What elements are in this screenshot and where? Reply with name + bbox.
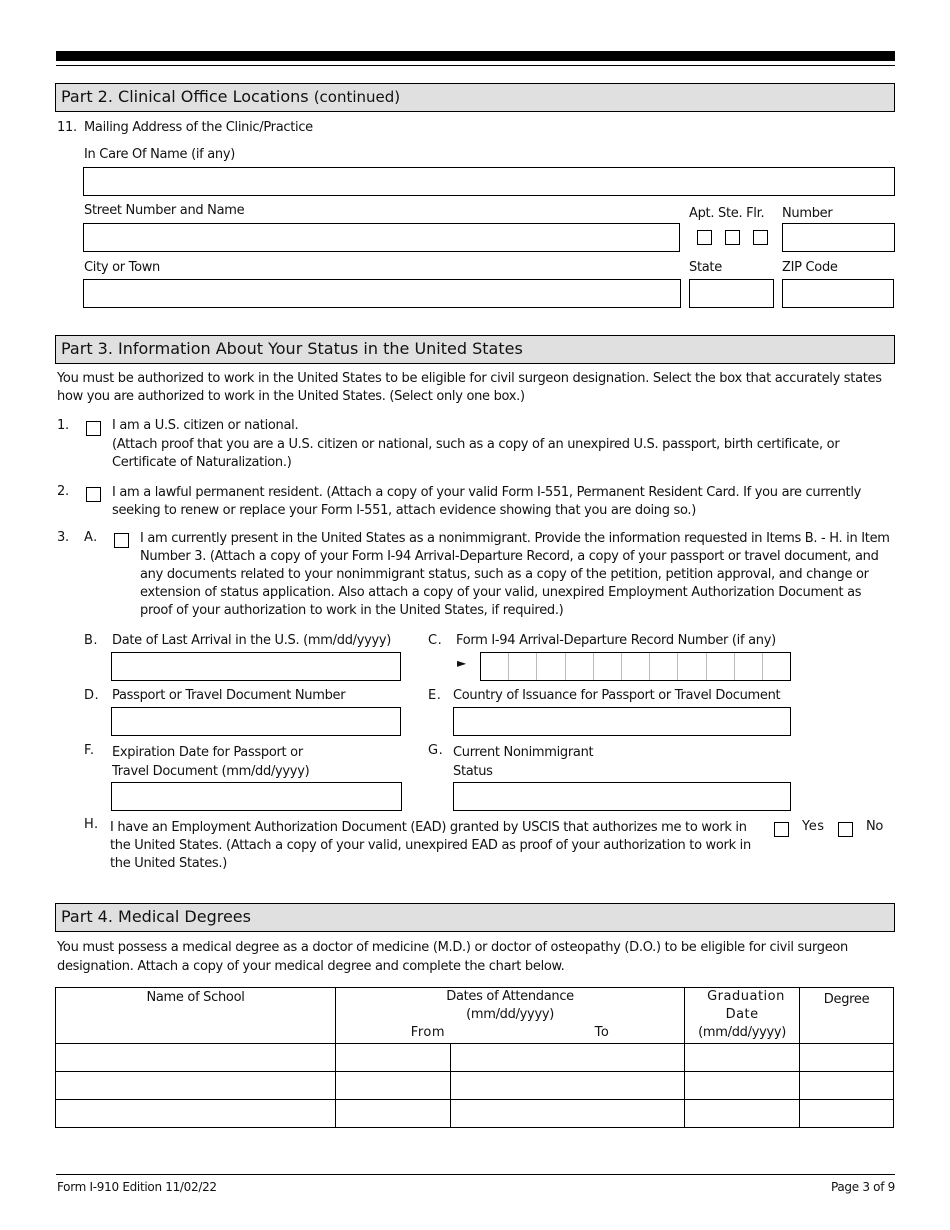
top-rule [56,51,895,61]
col-degree-text: Degree [823,992,870,1007]
from-cell[interactable] [336,1072,451,1100]
col-from-to [336,1024,684,1042]
number-label: Number [782,206,833,221]
i94-number-input[interactable] [480,652,791,681]
item-11-number: 11. [57,120,77,135]
part2-suffix: (continued) [313,88,401,106]
item1-number: 1. [57,418,69,433]
item-f-letter: F. [84,743,95,758]
item-h-letter: H. [84,817,99,832]
ead-yes-label: Yes [802,819,825,834]
number-input[interactable] [782,223,895,252]
table-row [56,1044,894,1072]
item-c-letter: C. [428,633,443,648]
passport-expiration-input[interactable] [111,782,402,811]
part2-title: Part 2. Clinical Office Locations [61,87,309,106]
col-school-text: Name of School [146,990,245,1005]
item-d-label: Passport or Travel Document Number [112,688,346,703]
part3-intro: You must be authorized to work in the United States to be eligible for civil surgeon designation. Select the box that accurately states how you are authorized to work in the United States. (Select only one box.) [57,371,882,404]
from-cell[interactable] [336,1044,451,1072]
nonimmigrant-checkbox[interactable] [114,533,129,548]
col-grad-header [685,988,800,1044]
ead-no-checkbox[interactable] [838,822,853,837]
col-dates-format: (mm/dd/yyyy) [466,1007,555,1022]
footer-rule [56,1174,895,1175]
part3-title: Part 3. Information About Your Status in the United States [61,339,523,358]
footer-page-number: Page 3 of 9 [830,1180,895,1194]
item1-label: I am a U.S. citizen or national. [112,418,299,433]
table-row [56,1100,894,1128]
us-citizen-checkbox[interactable] [86,421,101,436]
to-cell[interactable] [451,1072,685,1100]
top-thin-rule [56,65,895,66]
grad-cell[interactable] [685,1072,800,1100]
item3-number: 3. [57,530,69,545]
part4-title: Part 4. Medical Degrees [61,907,251,926]
item2-label: I am a lawful permanent resident. (Attach a copy of your valid Form I-551, Permanent Resident Card. If you are currently seeking to renew or replace your Form I-551, attach evidence showing that you are doing so.) [112,485,862,518]
state-input[interactable] [689,279,774,308]
to-cell[interactable] [451,1044,685,1072]
zip-label: ZIP Code [782,260,838,275]
item-e-letter: E. [428,688,442,703]
part4-intro: You must possess a medical degree as a doctor of medicine (M.D.) or doctor of osteopathy (D.O.) to be eligible for civil surgeon designation. Attach a copy of your medical degree and complete the chart below. [57,940,848,974]
item3-letter: A. [84,530,98,545]
item-g-letter: G. [428,743,444,758]
city-label: City or Town [84,260,160,275]
school-cell[interactable] [56,1044,336,1072]
apt-ste-flr-label: Apt. Ste. Flr. [689,206,765,221]
col-dates-header [336,988,685,1044]
ste-checkbox[interactable] [725,230,740,245]
part3-header [55,335,895,364]
col-dates-text: Dates of Attendance [446,989,574,1004]
arrival-date-input[interactable] [111,652,401,681]
col-to-text: To [594,1025,610,1040]
col-school-header [56,988,336,1044]
permanent-resident-checkbox[interactable] [86,487,101,502]
item2-number: 2. [57,484,69,499]
from-cell[interactable] [336,1100,451,1128]
state-label: State [689,260,722,275]
item-h-label: I have an Employment Authorization Document (EAD) granted by USCIS that authorizes me to work in the United States. (Attach a copy of your valid, unexpired EAD as proof of your authorization to work in the United States.) [110,820,751,871]
to-cell[interactable] [451,1100,685,1128]
in-care-of-input[interactable] [83,167,895,196]
school-cell[interactable] [56,1100,336,1128]
degree-cell[interactable] [800,1072,894,1100]
flr-checkbox[interactable] [753,230,768,245]
school-cell[interactable] [56,1072,336,1100]
item3-label: I am currently present in the United States as a nonimmigrant. Provide the information requested in Items B. - H. in Item Number 3. (Attach a copy of your Form I-94 Arrival-Departure Record, a copy of your passport or travel document, and any documents related to your nonimmigrant status, such as a copy of the petition, petition approval, and change or extension of status application. Also attach a copy of your valid, unexpired Employment Authorization Document as proof of your authorization to work in the United States, if required.) [140,531,890,618]
part4-header [55,903,895,932]
grad-cell[interactable] [685,1100,800,1128]
arrow-right-icon: ► [457,656,466,670]
item-11-label: Mailing Address of the Clinic/Practice [84,120,313,135]
item-d-letter: D. [84,688,100,703]
street-label: Street Number and Name [84,203,245,218]
footer-form-edition: Form I-910 Edition 11/02/22 [57,1180,217,1194]
col-degree-header [800,988,894,1044]
medical-degrees-table [55,987,894,1128]
degree-cell[interactable] [800,1044,894,1072]
street-input[interactable] [83,223,680,252]
ead-yes-checkbox[interactable] [774,822,789,837]
zip-input[interactable] [782,279,894,308]
col-grad-format: (mm/dd/yyyy) [698,1025,787,1040]
item-b-letter: B. [84,633,99,648]
item1-note: (Attach proof that you are a U.S. citizen or national, such as a copy of an unexpired U.S. passport, birth certificate, or Certificate of Naturalization.) [112,437,840,470]
degree-cell[interactable] [800,1100,894,1128]
apt-checkbox[interactable] [697,230,712,245]
part2-header [55,83,895,112]
item-b-label: Date of Last Arrival in the U.S. (mm/dd/yyyy) [112,633,392,648]
grad-cell[interactable] [685,1044,800,1072]
passport-number-input[interactable] [111,707,401,736]
item-c-label: Form I-94 Arrival-Departure Record Number (if any) [456,633,776,648]
col-from-text: From [410,1025,446,1040]
issuance-country-input[interactable] [453,707,791,736]
ead-no-label: No [866,819,884,834]
table-row [56,1072,894,1100]
nonimmigrant-status-input[interactable] [453,782,791,811]
city-input[interactable] [83,279,681,308]
item-f-label: Expiration Date for Passport or Travel Document (mm/dd/yyyy) [112,745,310,779]
col-grad-text: Graduation Date [707,989,785,1022]
in-care-of-label: In Care Of Name (if any) [84,147,236,162]
item-g-label: Current Nonimmigrant Status [453,745,594,779]
item-e-label: Country of Issuance for Passport or Travel Document [453,688,781,703]
